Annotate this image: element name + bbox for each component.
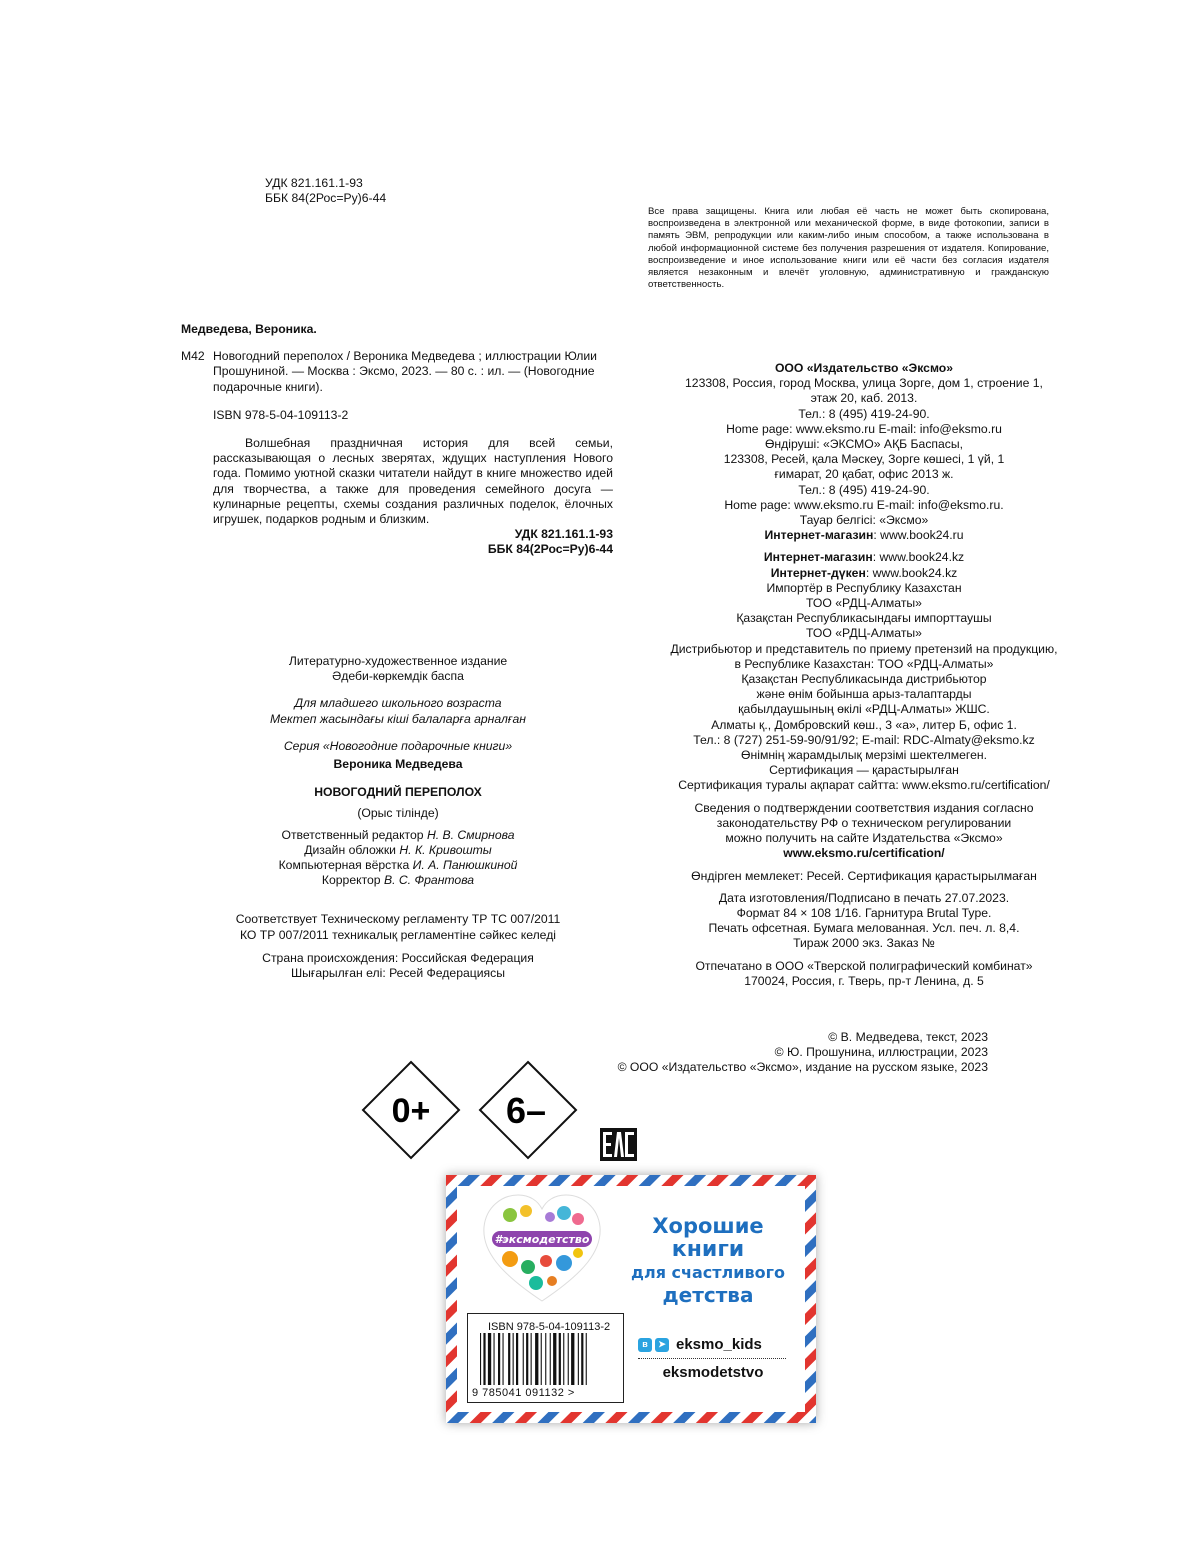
copyright-edition: © ООО «Издательство «Эксмо», издание на русском языке, 2023 <box>617 1060 988 1075</box>
publisher-line: этаж 20, каб. 2013. <box>810 391 918 406</box>
svg-text:6–: 6– <box>505 1090 547 1131</box>
promo-slogan: Хорошие книги для счастливого детства <box>631 1214 785 1307</box>
publisher-line: Home page: www.eksmo.ru E-mail: info@eksmo.ru <box>726 421 1002 436</box>
copyright-illustrations: © Ю. Прошунина, иллюстрации, 2023 <box>774 1045 988 1060</box>
language-note: (Орыс тілінде) <box>357 806 439 821</box>
ean-barcode <box>478 1333 613 1385</box>
bbk-line: ББК 84(2Рос=Ру)6-44 <box>487 542 613 557</box>
publisher-line: Сертификация — қарастырылған <box>769 763 959 778</box>
publisher-line: Тираж 2000 экз. Заказ № <box>793 936 935 951</box>
barcode-bar <box>571 1333 574 1385</box>
age-group-kz: Мектеп жасындағы кіші балаларға арналған <box>269 711 526 726</box>
regulation-kz: КО ТР 007/2011 техникалық регламентіне сәйкес келеді <box>239 927 557 942</box>
barcode-bar <box>526 1333 528 1385</box>
publisher-line: можно получить на сайте Издательства «Эксмо» <box>725 831 1003 846</box>
publisher-line: Тел.: 8 (495) 419-24-90. <box>798 406 930 421</box>
barcode-bar <box>553 1333 556 1385</box>
barcode-bar <box>523 1333 524 1385</box>
publisher-address-block <box>648 361 1080 543</box>
publisher-line: Өнімнің жарамдылық мерзімі шектелмеген. <box>741 748 987 763</box>
edition-type-kz: Әдеби-көркемдік баспа <box>332 669 464 684</box>
regulation-ru: Соответствует Техническому регламенту ТР ТС 007/2011 <box>235 912 561 927</box>
barcode-bar <box>513 1333 514 1385</box>
imprint-block <box>200 654 596 981</box>
vk-icon[interactable]: в <box>638 1338 652 1352</box>
credit-line: Дизайн обложки Н. К. Кривошты <box>304 842 492 857</box>
eac-conformity-mark <box>600 1128 637 1161</box>
barcode-bar <box>545 1333 546 1385</box>
publisher-line: Өндірген мемлекет: Ресей. Сертификация қарастырылмаған <box>691 868 1037 883</box>
imprint-author: Вероника Медведева <box>333 757 463 772</box>
publisher-line: Тел.: 8 (727) 251-59-90/91/92; E-mail: RDC-Almaty@eksmo.kz <box>693 732 1035 747</box>
barcode-bar <box>488 1333 491 1385</box>
social-handle-2[interactable]: eksmodetstvo <box>662 1364 764 1382</box>
barcode-bar <box>508 1333 510 1385</box>
divider <box>638 1358 786 1359</box>
publisher-line: Интернет-дүкен: www.book24.kz <box>770 565 958 580</box>
publisher-line: Қазақстан Республикасындағы импорттаушы <box>736 611 992 626</box>
barcode-bar <box>503 1333 504 1385</box>
udk-top-line: УДК 821.161.1-93 <box>265 176 363 190</box>
publisher-line: 123308, Ресей, қала Мәскеу, Зорге көшесі, 1 үй, 1 <box>723 452 1005 467</box>
printer-block <box>648 959 1080 989</box>
description-row <box>181 349 613 395</box>
publisher-line: Интернет-магазин: www.book24.kz <box>763 550 965 565</box>
publisher-line: ООО «Издательство «Эксмо» <box>774 361 954 375</box>
publisher-line: в Республике Казахстан: ТОО «РДЦ-Алматы» <box>734 656 994 671</box>
copyright-text: © В. Медведева, текст, 2023 <box>828 1030 988 1044</box>
eksmodetstvo-heart-logo <box>480 1193 604 1305</box>
credit-line: Ответственный редактор Н. В. Смирнова <box>281 827 515 842</box>
publisher-line: Сведения о подтверждении соответствия издания согласно <box>694 800 1034 815</box>
barcode-bar <box>541 1333 542 1385</box>
certification-block <box>648 801 1080 862</box>
social-links <box>638 1337 788 1380</box>
distributor-block <box>648 550 1080 793</box>
publisher-line: ТОО «РДЦ-Алматы» <box>806 596 922 611</box>
edition-type-ru: Литературно-художественное издание <box>288 654 508 668</box>
bbk-top-line: ББК 84(2Рос=Ру)6-44 <box>265 191 387 206</box>
publisher-line: Интернет-магазин: www.book24.ru <box>764 528 964 543</box>
barcode-bar <box>578 1333 579 1385</box>
barcode-bar <box>531 1333 532 1385</box>
publisher-line: Дистрибьютор и представитель по приему претензий на продукцию, <box>670 641 1058 656</box>
publisher-line: Home page: www.eksmo.ru E-mail: info@eksmo.ru. <box>724 497 1004 512</box>
credit-line: Компьютерная вёрстка И. А. Панюшкиной <box>278 858 518 873</box>
bibliographic-record <box>181 322 613 558</box>
origin-certification-block <box>648 869 1080 884</box>
publisher-line: www.eksmo.ru/certification/ <box>783 846 945 861</box>
rights-notice: Все права защищены. Книга или любая её часть не может быть скопирована, воспроизведена в электронной или механической форме, в виде фотокопии, записи в память ЭВМ, репродукции или каким-либо иным способом, а также использована в любой информационной системе без получения разрешения от издателя. Копирование, воспроизведение и иное использование книги или её части без согласия издателя является незаконным и влечёт уголовную, административную и гражданскую ответственность. <box>648 206 1049 291</box>
udk-top-block <box>265 176 386 206</box>
publisher-line: Печать офсетная. Бумага мелованная. Усл. печ. л. 8,4. <box>708 921 1020 936</box>
publisher-info <box>648 361 1080 989</box>
barcode-bar <box>535 1333 538 1385</box>
barcode-bar <box>568 1333 569 1385</box>
barcode-bar <box>494 1333 495 1385</box>
age-rating-0-badge <box>361 1060 461 1160</box>
barcode-isbn: ISBN 978-5-04-109113-2 <box>488 1321 611 1333</box>
publisher-line: законодательству РФ о техническом регулировании <box>716 815 1012 830</box>
copyright-block <box>560 1030 988 1076</box>
barcode-bar <box>498 1333 500 1385</box>
imprint-title: НОВОГОДНИЙ ПЕРЕПОЛОХ <box>314 785 482 800</box>
age-rating-6-badge <box>478 1060 578 1160</box>
publisher-line: қабылдаушының өкілі «РДЦ-Алматы» ЖШС. <box>738 702 990 717</box>
origin-ru: Страна происхождения: Российская Федерация <box>262 950 534 965</box>
svg-text:0+: 0+ <box>391 1092 431 1130</box>
publisher-line: 170024, Россия, г. Тверь, пр-т Ленина, д. 5 <box>744 973 984 988</box>
barcode-bar <box>550 1333 551 1385</box>
book-description: Новогодний переполох / Вероника Медведева ; иллюстрации Юлии Прошуниной. — Москва : Эксмо, 2023. — 80 с. : ил. — (Новогодние подарочные книги). <box>213 349 597 394</box>
publisher-line: Қазақстан Республикасында дистрибьютор <box>741 672 987 687</box>
annotation: Волшебная праздничная история для всей семьи, рассказывающая о лесных зверятах, ждущих наступления Нового года. Помимо уютной сказки читатели найдут в книге множество идей для творчества, а также для проведения семейного досуга — кулинарные рецепты, схемы создания различных поделок, ёлочных игрушек, подарков родным и близким. <box>213 436 613 527</box>
barcode-bar <box>516 1333 518 1385</box>
series-line: Серия «Новогодние подарочные книги» <box>283 738 513 753</box>
barcode-bar <box>480 1333 481 1385</box>
ean-digits: 9 785041 091132 > <box>472 1387 575 1399</box>
print-details-block <box>648 891 1080 952</box>
publisher-line: Отпечатано в ООО «Тверской полиграфический комбинат» <box>695 958 1033 973</box>
publisher-line: ғимарат, 20 қабат, офис 2013 ж. <box>774 467 954 482</box>
author-code: М42 <box>181 349 205 364</box>
udk-line: УДК 821.161.1-93 <box>514 527 613 542</box>
publisher-line: ТОО «РДЦ-Алматы» <box>806 626 922 641</box>
publisher-line: Өндіруші: «ЭКСМО» АҚБ Баспасы, <box>764 437 964 452</box>
barcode-bar <box>559 1333 561 1385</box>
publisher-line: Тауар белгісі: «Эксмо» <box>799 513 929 528</box>
publisher-line: және өнім бойынша арыз-талаптарды <box>756 687 972 702</box>
barcode-bar <box>483 1333 485 1385</box>
publisher-line: Импортёр в Республику Казахстан <box>766 580 962 595</box>
promo-card <box>446 1175 816 1423</box>
telegram-icon[interactable]: ➤ <box>655 1338 669 1352</box>
publisher-line: Тел.: 8 (495) 419-24-90. <box>798 482 930 497</box>
origin-kz: Шығарылған елі: Ресей Федерациясы <box>290 966 505 981</box>
barcode-bar <box>563 1333 564 1385</box>
author-heading: Медведева, Вероника. <box>181 322 317 336</box>
svg-text:#эксмодетство: #эксмодетство <box>494 1233 590 1246</box>
publisher-line: Дата изготовления/Подписано в печать 27.07.2023. <box>718 890 1010 905</box>
publisher-line: Сертификация туралы ақпарат сайтта: www.eksmo.ru/certification/ <box>678 778 1050 793</box>
publisher-line: 123308, Россия, город Москва, улица Зорге, дом 1, строение 1, <box>685 376 1043 391</box>
isbn-line: ISBN 978-5-04-109113-2 <box>213 407 349 422</box>
social-handle[interactable]: eksmo_kids <box>676 1336 762 1353</box>
credit-line: Корректор В. С. Франтова <box>321 873 475 888</box>
publisher-line: Алматы қ., Домбровский көш., 3 «а», литер Б, офис 1. <box>711 717 1017 732</box>
barcode-bar <box>581 1333 583 1385</box>
barcode-bar <box>586 1333 587 1385</box>
publisher-line: Формат 84 × 108 1/16. Гарнитура Brutal Type. <box>736 905 992 920</box>
age-group-ru: Для младшего школьного возраста <box>294 696 502 711</box>
